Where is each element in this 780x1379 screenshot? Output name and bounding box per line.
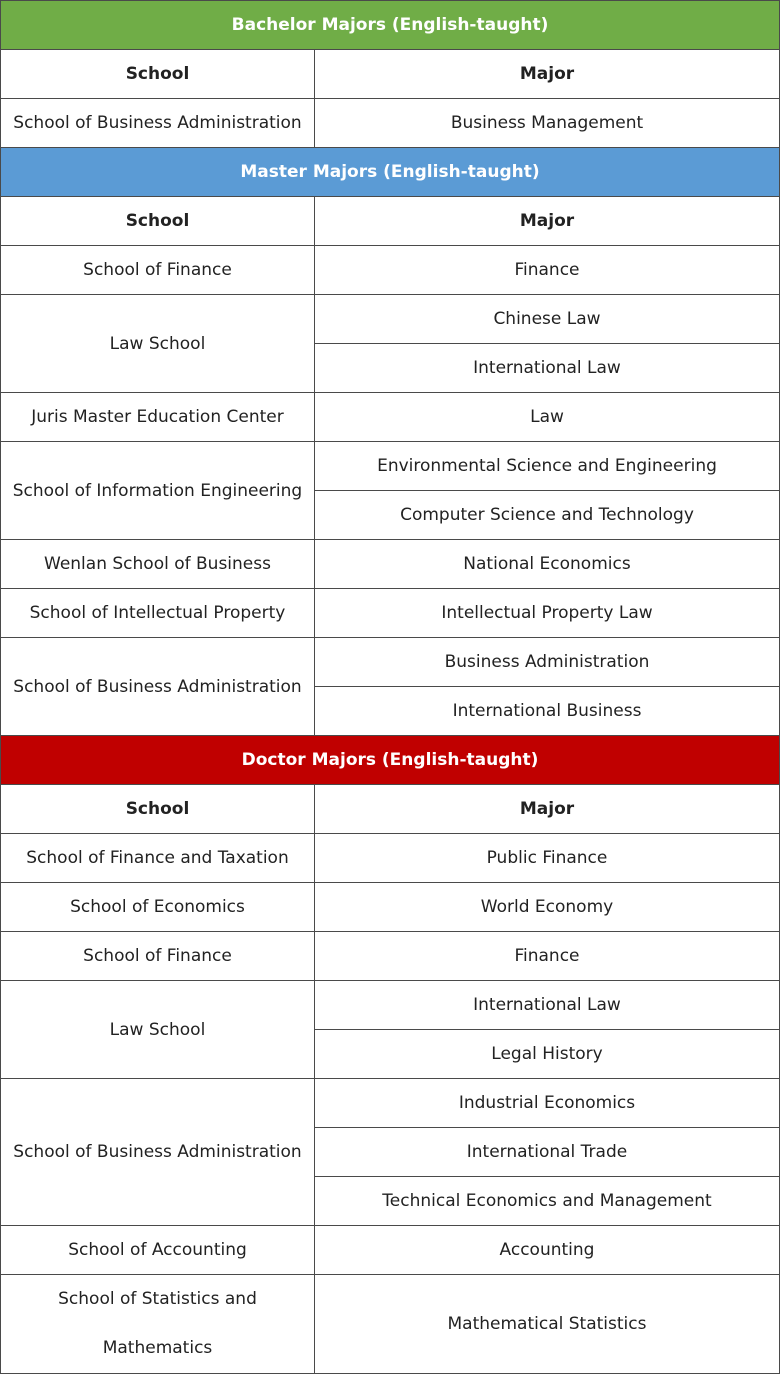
major-cell: Business Administration: [315, 638, 780, 687]
major-cell: Technical Economics and Management: [315, 1177, 780, 1226]
school-cell: School of Business Administration: [1, 638, 315, 736]
major-cell: Computer Science and Technology: [315, 491, 780, 540]
bachelor-column-headers: [1, 50, 780, 99]
school-cell: School of Information Engineering: [1, 442, 315, 540]
major-cell: Finance: [315, 932, 780, 981]
school-cell: School of Accounting: [1, 1226, 315, 1275]
bachelor-section-title: Bachelor Majors (English-taught): [1, 1, 780, 50]
major-cell: Intellectual Property Law: [315, 589, 780, 638]
major-cell: Industrial Economics: [315, 1079, 780, 1128]
table-row: [1, 638, 780, 687]
school-column-header: School: [1, 785, 315, 834]
school-cell: Law School: [1, 295, 315, 393]
major-cell: World Economy: [315, 883, 780, 932]
major-cell: Chinese Law: [315, 295, 780, 344]
table-row: [1, 295, 780, 344]
major-cell: Business Management: [315, 99, 780, 148]
table-row: [1, 99, 780, 148]
table-row: [1, 393, 780, 442]
major-cell: International Business: [315, 687, 780, 736]
major-cell: National Economics: [315, 540, 780, 589]
major-cell: International Law: [315, 981, 780, 1030]
master-section-title: Master Majors (English-taught): [1, 148, 780, 197]
table-row: [1, 540, 780, 589]
major-cell: Finance: [315, 246, 780, 295]
school-cell: School of Finance: [1, 246, 315, 295]
major-cell: International Trade: [315, 1128, 780, 1177]
school-cell: Juris Master Education Center: [1, 393, 315, 442]
table-row: [1, 1079, 780, 1128]
major-cell: Legal History: [315, 1030, 780, 1079]
major-cell: Public Finance: [315, 834, 780, 883]
school-column-header: School: [1, 197, 315, 246]
table-row: [1, 932, 780, 981]
major-cell: Environmental Science and Engineering: [315, 442, 780, 491]
school-cell: Law School: [1, 981, 315, 1079]
major-cell: Law: [315, 393, 780, 442]
school-cell: School of Finance and Taxation: [1, 834, 315, 883]
school-cell: School of Intellectual Property: [1, 589, 315, 638]
doctor-column-headers: [1, 785, 780, 834]
school-column-header: School: [1, 50, 315, 99]
table-row: [1, 883, 780, 932]
table-row: [1, 589, 780, 638]
table-row: [1, 1275, 780, 1374]
table-row: [1, 981, 780, 1030]
major-cell: International Law: [315, 344, 780, 393]
majors-table-body: [1, 1, 780, 1374]
school-cell: School of Business Administration: [1, 99, 315, 148]
school-cell: School of Finance: [1, 932, 315, 981]
school-cell: School of Statistics and Mathematics: [1, 1275, 315, 1374]
master-column-headers: [1, 197, 780, 246]
doctor-section-header: [1, 736, 780, 785]
table-row: [1, 246, 780, 295]
major-column-header: Major: [315, 785, 780, 834]
major-column-header: Major: [315, 197, 780, 246]
table-row: [1, 834, 780, 883]
school-cell: Wenlan School of Business: [1, 540, 315, 589]
table-row: [1, 1226, 780, 1275]
doctor-section-title: Doctor Majors (English-taught): [1, 736, 780, 785]
school-cell: School of Economics: [1, 883, 315, 932]
major-cell: Mathematical Statistics: [315, 1275, 780, 1374]
major-column-header: Major: [315, 50, 780, 99]
major-cell: Accounting: [315, 1226, 780, 1275]
master-section-header: [1, 148, 780, 197]
table-row: [1, 442, 780, 491]
school-cell: School of Business Administration: [1, 1079, 315, 1226]
bachelor-section-header: [1, 1, 780, 50]
